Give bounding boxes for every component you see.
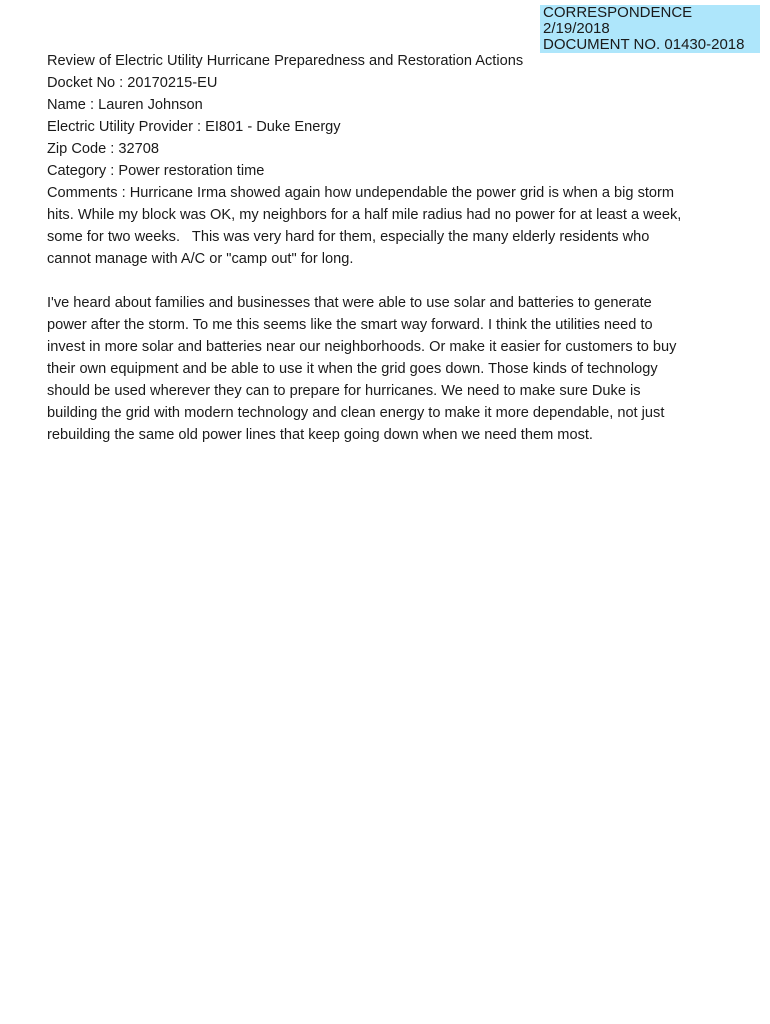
correspondence-stamp [540,5,760,53]
paragraph-line: invest in more solar and batteries near our neighborhoods. Or make it easier for customers to buy [47,339,677,355]
document-title: Review of Electric Utility Hurricane Preparedness and Restoration Actions [47,53,524,69]
paragraph-line: power after the storm. To me this seems like the smart way forward. I think the utilities need to [47,317,653,333]
comments-line: Comments : Hurricane Irma showed again how undependable the power grid is when a big storm [47,185,675,201]
second-paragraph [47,292,737,446]
utility-provider: Electric Utility Provider : EI801 - Duke Energy [47,119,341,135]
paragraph-line: I've heard about families and businesses that were able to use solar and batteries to generate [47,295,652,311]
paragraph-line: building the grid with modern technology and clean energy to make it more dependable, not just [47,405,665,421]
zip-code: Zip Code : 32708 [47,141,159,157]
stamp-label: CORRESPONDENCE [543,4,693,21]
paragraph-spacer [47,270,737,292]
paragraph-line: should be used wherever they can to prepare for hurricanes. We need to make sure Duke is [47,383,641,399]
stamp-date: 2/19/2018 [543,20,610,37]
stamp-document-number: DOCUMENT NO. 01430-2018 [543,36,745,53]
paragraph-line: their own equipment and be able to use it when the grid goes down. Those kinds of technology [47,361,658,377]
comments-paragraph [47,182,737,270]
paragraph-line: rebuilding the same old power lines that keep going down when we need them most. [47,427,593,443]
comments-line: cannot manage with A/C or "camp out" for long. [47,251,354,267]
comments-line: hits. While my block was OK, my neighbors for a half mile radius had no power for at least a week, [47,207,682,223]
docket-number: Docket No : 20170215-EU [47,75,218,91]
comments-line: some for two weeks. This was very hard for them, especially the many elderly residents who [47,229,650,245]
document-body [47,50,737,446]
category: Category : Power restoration time [47,163,265,179]
submitter-name: Name : Lauren Johnson [47,97,203,113]
